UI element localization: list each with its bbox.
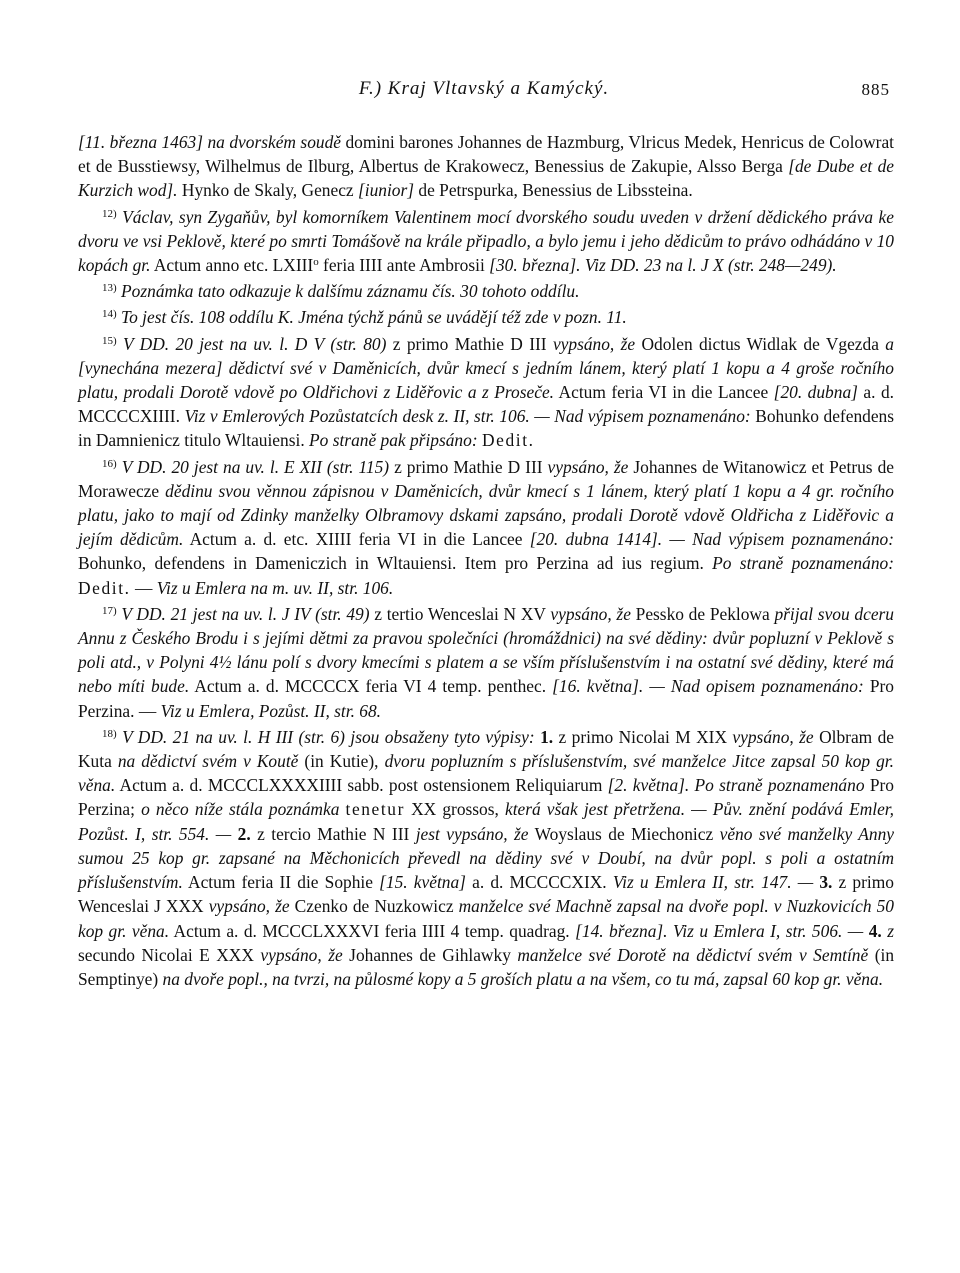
text-segment: o něco níže stála poznámka xyxy=(141,799,340,820)
text-segment: Dedit. xyxy=(481,430,535,451)
text-segment: [15. května] xyxy=(379,872,466,893)
text-segment: Dedit. xyxy=(78,577,131,598)
text-segment: — xyxy=(130,577,157,598)
text-segment: XX grossos, xyxy=(405,799,505,820)
text-segment: (in Kutie), xyxy=(298,751,385,772)
text-segment: o xyxy=(313,256,319,269)
footnote-n15 xyxy=(78,332,894,453)
text-segment: z tertio Wenceslai N XV xyxy=(369,603,551,624)
text-segment: To jest čís. 108 oddílu K. Jména týchž pánů se uvádějí též zde v pozn. 11. xyxy=(121,307,627,328)
text-segment: a. d. MCCCCXIIII. xyxy=(78,382,895,427)
footnote-marker: 12) xyxy=(102,207,117,220)
text-segment: Bohunko, defendens in Dameniczich in Wltauiensi. Item pro Perzina ad ius regium. xyxy=(78,553,713,574)
footnote-marker: 16) xyxy=(102,457,117,470)
text-segment: Hynko de Skaly, Genecz xyxy=(177,180,358,201)
text-segment: manželce své Machně zapsal na dvoře popl. v Nuzkovicích 50 kop gr. věna. xyxy=(78,896,895,941)
text-segment: [30. března]. Viz DD. 23 na l. J X (str. 248—249). xyxy=(489,255,837,276)
text-segment: na dědictví svém v Koutě xyxy=(117,751,299,772)
text-segment: z xyxy=(881,920,894,941)
text-segment: Johannes de Gihlawky xyxy=(342,944,518,965)
text-segment: vypsáno, že xyxy=(260,944,343,965)
text-segment: Pessko de Peklowa xyxy=(630,603,775,624)
text-segment: z tercio Mathie N III xyxy=(250,823,416,844)
text-segment: 2. xyxy=(237,823,251,844)
text-segment: V DD. 20 jest na uv. l. D V (str. 80) xyxy=(123,333,387,354)
text-segment: feria IIII ante Ambrosii xyxy=(318,255,490,276)
text-segment: [iunior] xyxy=(357,180,415,201)
text-segment: Václav, syn Zygaňův, byl komorníkem Valentinem mocí dvorského soudu uveden v držení dědického práva ke dvoru ve vsi Peklově, které po smrti Tomášově na krále připadlo, a bylo jemu i jeho dědicům to právo odhádáno v 10 kopách gr. xyxy=(78,206,894,276)
text-segment: Czenko de Nuzkowicz xyxy=(289,896,459,917)
text-segment: Viz u Emlera na m. uv. II, str. 106. xyxy=(156,577,394,598)
text-segment: vypsáno, že xyxy=(208,896,290,917)
footnote-n18 xyxy=(78,725,894,991)
footnote-marker: 14) xyxy=(102,308,117,321)
text-segment: z primo Wenceslai J XXX xyxy=(78,872,894,917)
text-segment: Actum a. d. MCCCLXXXXIIII sabb. post ostensionem Reliquiarum xyxy=(115,775,608,796)
text-segment: 1. xyxy=(540,726,554,747)
text-segment: Actum a. d. MCCCCX feria VI 4 temp. penthec. xyxy=(189,676,553,697)
text-segment: Po straně pak připsáno: xyxy=(309,430,478,451)
text-segment: na dvoře popl., na tvrzi, na půlosmé kopy a 5 groších platu a na všem, co tu má, zapsal 60 kop gr. věna. xyxy=(162,968,884,989)
footnote-marker: 17) xyxy=(102,604,117,617)
text-segment: Johannes de Witanowicz et Petrus de Morawecze xyxy=(78,456,894,501)
text-segment: [de Dube et de Kurzich wod]. xyxy=(78,156,894,201)
text-segment: [20. dubna 1414]. — Nad výpisem poznamenáno: xyxy=(529,529,895,550)
text-segment: vypsáno, že xyxy=(550,603,631,624)
text-segment: věno své manželky Anny sumou 25 kop gr. zapsané na Měchonicích převedl na dědiny své v Doubí, na dvůr popl. s poli a ostatním příslušenstvím. xyxy=(78,823,895,893)
text-segment: tenetur xyxy=(345,799,405,820)
footnote-marker: 18) xyxy=(102,727,117,740)
text-segment: Viz v Emlerových Pozůstatcích desk z. II, str. 106. — Nad výpisem poznamenáno: xyxy=(184,406,751,427)
footnote-marker: 13) xyxy=(102,282,117,295)
text-segment: dědinu svou věnnou zápisnou v Daměnicích, dvůr kmecí s 1 lánem, který platí 1 kopu a 4 gr. ročního platu, jako to mají od Zdinky manželky Olbramovy dskami zapsáno, prodali Dorotě vdově Oldřicha z Liděřovic a jejím dědicům. xyxy=(78,480,894,550)
text-segment: [14. března]. Viz u Emlera I, str. 506. — xyxy=(575,920,864,941)
text-segment: Odolen dictus Widlak de Vgezda xyxy=(635,333,886,354)
text-segment: a [vynechána mezera] dědictví své v Daměnicích, dvůr kmecí s jedním lánem, který platí 1 kopu a 4 groše ročního platu, prodali Dorotě vdově po Oldřichovi z Liděřovic a z Proseče. xyxy=(78,333,894,403)
body-text xyxy=(78,130,894,991)
text-segment: která však jest přetržena. — Pův. znění podává Emler, Pozůst. I, str. 554. — xyxy=(78,799,894,844)
text-segment: Pro Perzina. — xyxy=(78,676,894,721)
text-segment: vypsáno, že xyxy=(732,726,814,747)
text-segment: přijal svou dceru Annu z Českého Brodu i s jejími dětmi za pravou společníci (hromáždnici) na své dědiny: dvůr popluzní v Peklově s poli atd., v Polyni 4½ lánu polí s dvory kmecími s platem a se vším příslušenstvím i na ostatní své dědiny, které má nebo míti bude. xyxy=(78,603,895,697)
text-segment: secundo Nicolai E XXX xyxy=(78,944,261,965)
text-segment: z primo Mathie D III xyxy=(386,333,553,354)
page-number: 885 xyxy=(861,80,890,99)
text-segment: 4. xyxy=(868,920,882,941)
text-segment: 3. xyxy=(819,872,833,893)
text-segment: Actum a. d. etc. XIIII feria VI in die Lancee xyxy=(183,529,530,550)
text-segment: Actum a. d. MCCCLXXXVI feria IIII 4 temp. quadrag. xyxy=(169,920,576,941)
text-segment: Actum feria VI in die Lancee xyxy=(554,382,774,403)
text-segment: vypsáno, že xyxy=(552,333,636,354)
running-head xyxy=(78,78,890,108)
text-segment: jest vypsáno, že xyxy=(415,823,529,844)
text-segment: dvoru popluzním s příslušenstvím, své manželce Jitce zapsal 50 kop gr. věna. xyxy=(78,751,894,796)
text-segment: Actum anno etc. LXIII xyxy=(150,255,314,276)
text-segment: V DD. 21 na uv. l. H III (str. 6) jsou obsaženy tyto výpisy: xyxy=(122,726,535,747)
text-segment: domini barones Johannes de Hazmburg, Vlricus Medek, Henricus de Colowrat et de Busstiewsy, Wilhelmus de Ilburg, Albertus de Krakowecz, Benessius de Zakupie, Alsso Berga xyxy=(78,132,895,177)
text-segment: Pro Perzina; xyxy=(78,775,894,820)
footnote-marker: 15) xyxy=(102,334,117,347)
footnote-n13 xyxy=(78,279,894,303)
text-segment: Bohunko defendens in Damnienicz titulo Wltauiensi. xyxy=(78,406,895,451)
text-segment: [2. května]. Po straně poznamenáno xyxy=(607,775,865,796)
text-segment: a. d. MCCCCXIX. xyxy=(465,872,613,893)
footnote-n16 xyxy=(78,455,894,600)
text-segment: Actum feria II die Sophie xyxy=(182,872,380,893)
footnote-n17 xyxy=(78,602,894,723)
continuation-paragraph xyxy=(78,130,894,203)
text-segment: Po straně poznamenáno: xyxy=(712,553,894,574)
footnote-n12 xyxy=(78,205,894,278)
text-segment: V DD. 20 jest na uv. l. E XII (str. 115) xyxy=(121,456,390,477)
text-segment: z primo Mathie D III xyxy=(389,456,548,477)
text-segment: Poznámka tato odkazuje k dalšímu záznamu čís. 30 tohoto oddílu. xyxy=(121,281,580,302)
text-segment: z primo Nicolai M XIX xyxy=(553,726,733,747)
text-segment: [11. března 1463] na dvorském soudě xyxy=(78,132,342,152)
text-segment: [16. května]. — Nad opisem poznamenáno: xyxy=(552,676,864,697)
text-segment: V DD. 21 jest na uv. l. J IV (str. 49) xyxy=(121,603,370,624)
text-segment: vypsáno, že xyxy=(547,456,629,477)
text-segment: manželce své Dorotě na dědictví svém v Semtíně xyxy=(517,944,869,965)
text-segment: [20. dubna] xyxy=(773,382,858,403)
text-segment: (in Semptinye) xyxy=(78,944,895,989)
text-segment: Viz u Emlera, Pozůst. II, str. 68. xyxy=(160,700,382,721)
text-segment: de Petrspurka, Benessius de Libssteina. xyxy=(414,180,693,201)
running-title: F.) Kraj Vltavský a Kamýcký. xyxy=(358,78,610,99)
text-segment: Viz u Emlera II, str. 147. — xyxy=(612,872,814,893)
text-segment: Woyslaus de Miechonicz xyxy=(528,823,720,844)
footnote-n14 xyxy=(78,305,894,329)
text-segment: Olbram de Kuta xyxy=(78,726,895,772)
